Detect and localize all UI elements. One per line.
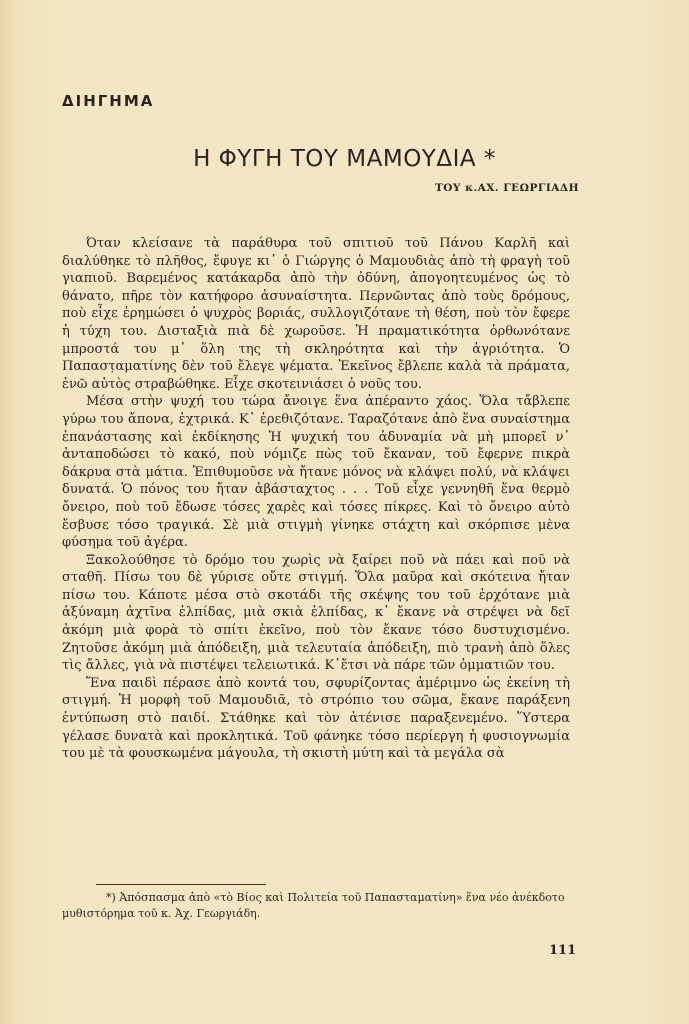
paragraph: Όταν κλείσανε τὰ παράθυρα τοῦ σπιτιοῦ τοῦ Πάνου Καρλῆ καὶ διαλύθηκε τὸ πλῆθος, ἔφυγε κι᾽ ὁ Γιώργης ὁ Μαμουδιὰς ἀπὸ τὴ φραγὴ τοῦ γιαπιοῦ. Βαρεμένος κατάκαρδα ἀπὸ τὴν ὀδύνη, ἀπογοητευμένος ὡς τὸ θάνατο, πῆρε τὸν κατήφορο ἀσυναίστητα. Περνῶντας ἀπὸ τοὺς δρόμους, ποὺ εἶχε ἐρημώσει ὁ ψυχρὸς βοριάς, συλλογιζότανε τὴ θέση, ποὺ τὸν ἔφερε ἡ τύχη του. Δισταξιὰ πιὰ δὲ χωροῦσε. Ἡ πραματικότητα ὀρθωνότανε μπροστά του μ᾽ ὅλη της τὴ σκληρότητα καὶ τὴν ἀγριότητα. Ὁ Παπαστ̣αματίνης δὲν τοῦ ἔλεγε ψέματα. Ἐκεῖνος ἔβλεπε καλὰ τὰ πράματα, ἐνῶ αὐτὸς στραβώθηκε. Εἶχε σκοτεινιάσει ὁ νοῦς του. — [62, 236, 570, 392]
footnote-divider — [96, 884, 266, 885]
page-number: 111 — [549, 943, 577, 958]
story-body — [62, 235, 570, 763]
footnote: *) Ἀπόσπασμα ἀπὸ «τὸ Βίος καὶ Πολιτεία τοῦ Παπασταματίνη» ἕνα νέο ἀνέκδοτο μυθιστόρημα τοῦ κ. Ἀχ. Γεωργιάδη. — [62, 891, 565, 920]
paragraph: Ξακολούθησε τὸ δρόμο του χωρὶς νὰ ξαίρει ποῦ νὰ πάει καὶ ποῦ νὰ σταθῆ. Πίσω του δὲ γύρισε οὔτε στιγμή. Ὅλα μαῦρα καὶ σκότεινα ἤταν πίσω του. Κάποτε μέσα στὸ σκοτάδι τῆς σκέψης του τοῦ ἐρχότανε μιὰ ἀξύναμη ἀχτῖνα ἐλπίδας, μιὰ σκιὰ ἐλπίδας, κ᾽ ἔκανε νὰ στρέψει νὰ δεῖ ἀκόμη μιὰ φορὰ τὸ σπίτι ἐκεῖνο, ποὺ τὸν ἔκανε τόσο δυστυχισμένο. Ζητοῦσε ἀκόμη μιὰ ἀπόδειξη, μιὰ τελευταία ἀπόδειξη, πιὸ τρανὴ ἀπὸ ὅλες τὶς ἄλλες, γιὰ νὰ πιστέψει τελειωτικά. Κ᾽ἔτσι νὰ πάρε τῶν ὀμματιῶν του. — [62, 552, 570, 674]
story-title: Η ΦΥΓΗ ΤΟΥ ΜΑΜΟΥΔΙΑ * — [193, 146, 496, 172]
paragraph: Ἕνα παιδὶ πέρασε ἀπὸ κοντά του, σφυρίζοντας ἀμέριμνο ὡς ἐκείνη τὴ στιγμή. Ἡ μορφὴ τοῦ Μαμουδιᾶ, τὸ στρόπιο του σῶμα, ἔκανε παράξενη ἐντύπωση στὸ παιδί. Στάθηκε καὶ τὸν ἀτένισε παραξενεμένο. Ὕστερα γέλασε δυνατὰ καὶ προκλητικά. Τοῦ φάνηκε τόσο περίεργη ἡ φυσιογνωμία του μὲ τὰ φουσκωμένα μάγουλα, τὴ σκιστὴ μύτη καὶ τὰ μεγάλα σὰ — [62, 675, 570, 762]
section-label: ΔΙΗΓΗΜΑ — [62, 92, 155, 110]
paragraph: Μέσα στὴν ψυχή του τώρα ἄνοιγε ἕνα ἀπέραντο χάος. Ὅλα τἄβλεπε γύρω του ἄπονα, ἐχτρικά. Κ᾽ ἐρεθιζότανε. Ταραζότανε ἀπὸ ἕνα συναίστημα ἐπανάστασης καὶ ἐκδίκησης Ἡ ψυχική του ἀδυναμία νὰ μὴ μπορεῖ ν᾽ ἀνταποδώσει τὸ κακό, ποὺ νόμιζε πὼς τοῦ ἔκαναν, τοῦ ἔφερνε πικρὰ δάκρυα στὰ μάτια. Ἐπιθυμοῦσε νὰ ἤτανε μόνος νὰ κλάψει πολύ, νὰ κλάψει δυνατά. Ὁ πόνος του ἤταν ἀβάσταχτος . . . Τοῦ εἶχε γεννηθῆ ἕνα θερμὸ ὄνειρο, ποὺ τοῦ ἔδωσε τόσες χαρὲς καὶ τόσες πίκρες. Καὶ τὸ ὄνειρο αὐτὸ ἔσβυσε τόσο τραγικά. Σὲ μιὰ στιγμὴ γίνηκε στάχτη καὶ σκόρπισε μὲνα φύσημα τοῦ ἀγέρα. — [62, 394, 570, 551]
author-byline: ΤΟΥ κ.ΑΧ. ΓΕΩΡΓΙΑΔΗ — [434, 182, 579, 194]
